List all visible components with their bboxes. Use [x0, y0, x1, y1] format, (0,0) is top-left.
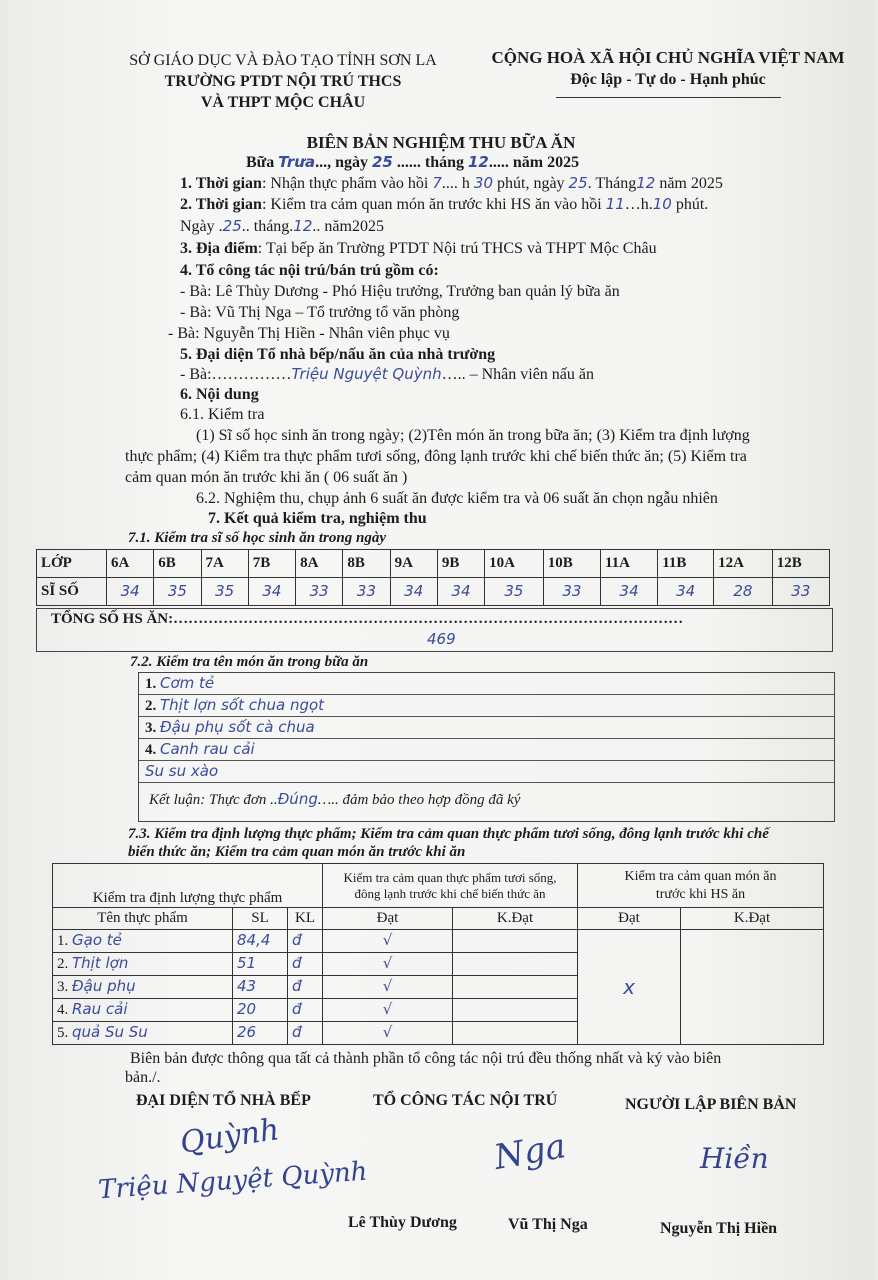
dish-item	[139, 717, 834, 739]
school-name-2: VÀ THPT MỘC CHÂU	[200, 94, 366, 111]
receive-time: 1. Thời gian: Nhận thực phẩm vào hồi 7.... h 30 phút, ngày 25. Tháng12 năm 2025	[180, 174, 723, 192]
member2-name: Vũ Thị Nga	[508, 1216, 588, 1233]
food-kl: đ	[288, 953, 323, 976]
motto: Độc lập - Tự do - Hạnh phúc	[570, 71, 766, 88]
count-cell: 34	[600, 578, 657, 606]
class-cell: 9A	[390, 550, 437, 578]
dish-item	[139, 673, 834, 695]
fresh-fail-cell	[453, 976, 578, 999]
nation-title: CỘNG HOÀ XÃ HỘI CHỦ NGHĨA VIỆT NAM	[491, 48, 845, 67]
col-food-name: Tên thực phẩm	[53, 908, 233, 930]
count-cell: 34	[107, 578, 154, 606]
content-line-1: (1) Sĩ số học sinh ăn trong ngày; (2)Tên món ăn trong bữa ăn; (3) Kiểm tra định lượng	[196, 427, 750, 444]
dish-list	[138, 672, 835, 822]
cook-line: - Bà:……………Triệu Nguyệt Quỳnh….. – Nhân viên nấu ăn	[180, 365, 594, 383]
kitchen-handwritten-name: Triệu Nguyệt Quỳnh	[97, 1156, 369, 1206]
taste-header-1: Kiểm tra cảm quan món ăn	[624, 868, 777, 884]
dish-number: 4.	[145, 742, 157, 758]
dish-number: 3.	[145, 720, 157, 736]
fresh-fail-cell	[453, 930, 578, 953]
class-cell: 12A	[714, 550, 773, 578]
fresh-pass-mark: √	[323, 976, 453, 999]
food-name: Rau cải	[72, 999, 128, 1018]
dish-name: Thịt lợn sốt chua ngọt	[160, 696, 325, 714]
class-cell: 7B	[248, 550, 295, 578]
food-table	[52, 863, 824, 1045]
class-cell: 11A	[600, 550, 657, 578]
member1-name: Lê Thùy Dương	[348, 1214, 457, 1231]
food-sl: 20	[233, 999, 288, 1022]
member-1: - Bà: Lê Thùy Dương - Phó Hiệu trưởng, Trưởng ban quản lý bữa ăn	[180, 283, 620, 300]
meal-line: Bữa Trưa..., ngày 25 ...... tháng 12..... năm 2025	[246, 153, 580, 171]
closing-line-1: Biên bản được thông qua tất cả thành phần tổ công tác nội trú đều thống nhất và ký vào biên	[130, 1050, 722, 1067]
row-number: 3.	[57, 978, 69, 995]
author-title: NGƯỜI LẬP BIÊN BẢN	[625, 1096, 797, 1113]
quantity-header: Kiểm tra định lượng thực phẩm	[53, 864, 323, 908]
class-header: LỚP	[37, 550, 107, 578]
menu-conclusion: Kết luận: Thực đơn ..Đúng….. đảm bảo theo hợp đồng đã ký	[149, 790, 521, 808]
dish-item	[139, 695, 834, 717]
food-kl: đ	[288, 976, 323, 999]
row-number: 2.	[57, 955, 69, 972]
section-7-title: 7. Kết quả kiểm tra, nghiệm thu	[208, 510, 427, 527]
dish-item	[139, 739, 834, 761]
count-cell: 34	[390, 578, 437, 606]
section-5-title: 5. Đại diện Tổ nhà bếp/nấu ăn của nhà trường	[180, 346, 496, 363]
fresh-pass-mark: √	[323, 999, 453, 1022]
inspect-date: Ngày .25.. tháng.12.. năm2025	[180, 217, 384, 235]
fresh-header-1: Kiểm tra cảm quan thực phẩm tươi sống,	[343, 869, 557, 885]
count-cell: 33	[296, 578, 343, 606]
total-box	[36, 608, 833, 652]
food-kl: đ	[288, 999, 323, 1022]
food-kl: đ	[288, 1022, 323, 1045]
fresh-pass-mark: √	[323, 1022, 453, 1045]
col-kl: KL	[288, 908, 323, 930]
count-cell: 33	[543, 578, 600, 606]
fresh-header-2: đông lạnh trước khi chế biến thức ăn	[354, 885, 546, 901]
count-cell: 34	[248, 578, 295, 606]
committee-title: TỔ CÔNG TÁC NỘI TRÚ	[373, 1092, 558, 1109]
member2-signature: Nga	[491, 1126, 569, 1178]
author-name: Nguyễn Thị Hiền	[660, 1220, 778, 1237]
food-name: Thịt lợn	[72, 953, 129, 972]
member-2: - Bà: Vũ Thị Nga – Tổ trưởng tổ văn phòng	[180, 304, 460, 321]
member-3: - Bà: Nguyễn Thị Hiền - Nhân viên phục vụ	[168, 325, 450, 342]
row-number: 5.	[57, 1024, 69, 1041]
class-cell: 6A	[107, 550, 154, 578]
taste-fail-cell	[681, 930, 824, 1045]
food-kl: đ	[288, 930, 323, 953]
col-taste-fail: K.Đạt	[681, 908, 824, 930]
food-row	[53, 930, 824, 953]
dish-number: 2.	[145, 698, 157, 714]
fresh-pass-mark: √	[323, 930, 453, 953]
dish-name: Canh rau cải	[160, 740, 255, 758]
author-signature: Hiền	[700, 1142, 769, 1175]
class-cell: 10B	[543, 550, 600, 578]
class-cell: 6B	[154, 550, 201, 578]
section-6-1: 6.1. Kiểm tra	[180, 406, 265, 423]
count-cell: 28	[714, 578, 773, 606]
fresh-fail-cell	[453, 999, 578, 1022]
row-number: 4.	[57, 1001, 69, 1018]
col-sl: SL	[233, 908, 288, 930]
count-cell: 35	[154, 578, 201, 606]
count-cell: 35	[201, 578, 248, 606]
content-line-3: cảm quan món ăn trước khi ăn ( 06 suất ăn )	[125, 469, 408, 486]
count-cell: 33	[772, 578, 829, 606]
section-7-3-line-2: biến thức ăn; Kiểm tra cảm quan món ăn trước khi ăn	[128, 844, 466, 860]
class-cell: 11B	[658, 550, 714, 578]
school-name-1: TRƯỜNG PTDT NỘI TRÚ THCS	[164, 73, 402, 90]
kitchen-title: ĐẠI DIỆN TỔ NHÀ BẾP	[136, 1092, 311, 1109]
attendance-table	[36, 549, 830, 606]
count-cell: 34	[437, 578, 484, 606]
col-fresh-pass: Đạt	[323, 908, 453, 930]
class-cell: 7A	[201, 550, 248, 578]
food-sl: 51	[233, 953, 288, 976]
fresh-pass-mark: √	[323, 953, 453, 976]
food-name: quả Su Su	[72, 1022, 148, 1041]
class-cell: 9B	[437, 550, 484, 578]
total-value: 469	[427, 630, 456, 648]
content-line-2: thực phẩm; (4) Kiểm tra thực phẩm tươi sống, đông lạnh trước khi chế biến thức ăn; (5) Kiểm tra	[125, 448, 747, 465]
inspect-time: 2. Thời gian: Kiểm tra cảm quan món ăn trước khi HS ăn vào hồi 11…h.10 phút.	[180, 195, 709, 213]
food-sl: 26	[233, 1022, 288, 1045]
taste-pass-mark: x	[578, 930, 681, 1045]
class-cell: 10A	[485, 550, 544, 578]
document-title: BIÊN BẢN NGHIỆM THU BỮA ĂN	[306, 133, 576, 152]
section-6-2: 6.2. Nghiệm thu, chụp ảnh 6 suất ăn được kiểm tra và 06 suất ăn chọn ngẫu nhiên	[196, 490, 718, 507]
dish-name: Đậu phụ sốt cà chua	[160, 718, 315, 736]
location: 3. Địa điểm: Tại bếp ăn Trường PTDT Nội trú THCS và THPT Mộc Châu	[180, 240, 657, 257]
section-6-title: 6. Nội dung	[180, 386, 259, 403]
col-fresh-fail: K.Đạt	[453, 908, 578, 930]
document-page	[8, 0, 874, 1280]
section-7-2: 7.2. Kiểm tra tên món ăn trong bữa ăn	[130, 654, 369, 670]
food-name: Gạo tẻ	[72, 930, 122, 949]
count-cell: 34	[658, 578, 714, 606]
class-cell: 8A	[296, 550, 343, 578]
closing-line-2: bản./.	[125, 1069, 161, 1086]
row-number: 1.	[57, 932, 69, 949]
count-header: SĨ SỐ	[37, 578, 107, 606]
class-cell: 12B	[772, 550, 829, 578]
section-7-3-line-1: 7.3. Kiểm tra định lượng thực phẩm; Kiểm tra cảm quan thực phẩm tươi sống, đông lạnh trước khi chế	[128, 826, 769, 842]
dish-number: 1.	[145, 676, 157, 692]
fresh-fail-cell	[453, 1022, 578, 1045]
food-name: Đậu phụ	[72, 976, 136, 995]
dish-item	[139, 761, 834, 783]
fresh-fail-cell	[453, 953, 578, 976]
section-4-title: 4. Tổ công tác nội trú/bán trú gồm có:	[180, 262, 439, 279]
dept-name: SỞ GIÁO DỤC VÀ ĐÀO TẠO TỈNH SƠN LA	[129, 52, 437, 69]
count-cell: 33	[343, 578, 390, 606]
class-cell: 8B	[343, 550, 390, 578]
total-label: TỔNG SỐ HS ĂN:…………………………………………………………………………………………	[51, 611, 684, 627]
dish-name: Su su xào	[145, 762, 219, 780]
kitchen-signature: Quỳnh	[177, 1112, 282, 1161]
taste-header-2: trước khi HS ăn	[655, 886, 746, 902]
food-sl: 43	[233, 976, 288, 999]
food-sl: 84,4	[233, 930, 288, 953]
count-cell: 35	[485, 578, 544, 606]
col-taste-pass: Đạt	[578, 908, 681, 930]
section-7-1: 7.1. Kiểm tra sĩ số học sinh ăn trong ngày	[128, 530, 386, 546]
dish-name: Cơm tẻ	[160, 674, 215, 692]
